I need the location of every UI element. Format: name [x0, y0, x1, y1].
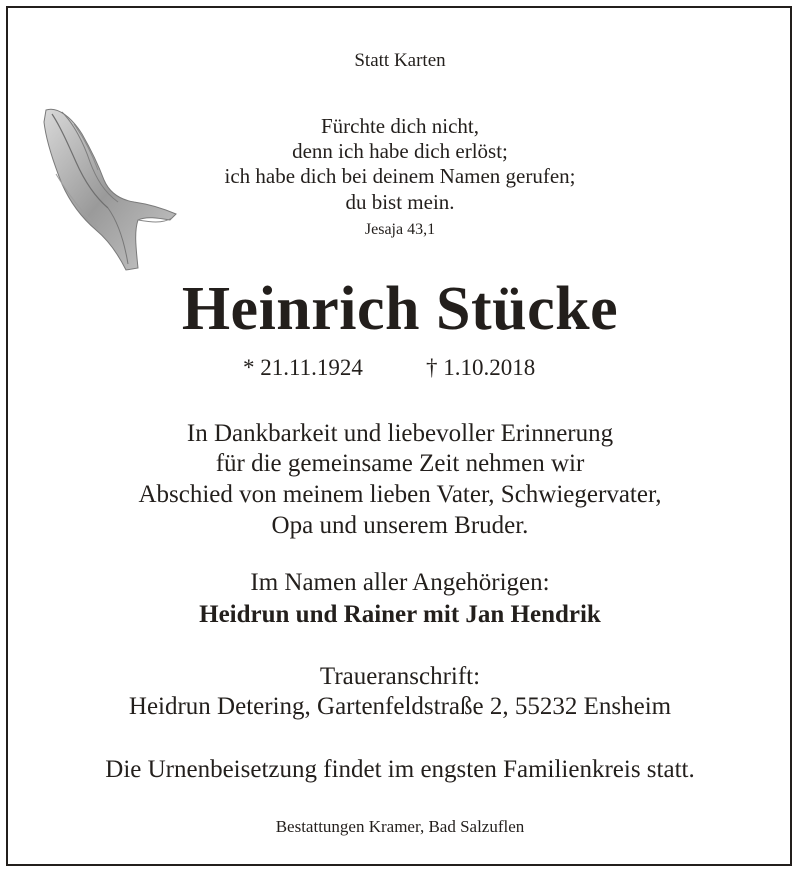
verse-source: Jesaja 43,1: [364, 221, 436, 238]
address-label: Traueranschrift:: [319, 663, 481, 690]
message-line-1: In Dankbarkeit und liebevoller Erinnerung: [186, 420, 614, 447]
mourning-address: Heidrun Detering, Gartenfeldstraße 2, 55232 Ensheim: [128, 693, 672, 720]
verse-line-4: du bist mein.: [345, 190, 455, 214]
ceremony-note: Die Urnenbeisetzung findet im engsten Familienkreis statt.: [105, 756, 695, 783]
deceased-name: Heinrich Stücke: [181, 275, 619, 343]
family-names: Heidrun und Rainer mit Jan Hendrik: [199, 601, 601, 628]
on-behalf-text: Im Namen aller Angehörigen:: [250, 569, 550, 596]
message-line-4: Opa und unserem Bruder.: [271, 512, 529, 539]
message-line-2: für die gemeinsame Zeit nehmen wir: [215, 450, 585, 477]
verse-line-3: ich habe dich bei deinem Namen gerufen;: [224, 164, 576, 188]
birth-date: * 21.11.1924: [243, 355, 363, 380]
verse-line-1: Fürchte dich nicht,: [320, 114, 480, 138]
life-dates: [0, 356, 800, 386]
message-line-3: Abschied von meinem lieben Vater, Schwiegervater,: [138, 481, 662, 508]
death-date: † 1.10.2018: [426, 355, 536, 380]
verse-line-2: denn ich habe dich erlöst;: [292, 139, 508, 163]
header-text: Statt Karten: [354, 50, 446, 71]
undertaker-text: Bestattungen Kramer, Bad Salzuflen: [275, 817, 525, 836]
